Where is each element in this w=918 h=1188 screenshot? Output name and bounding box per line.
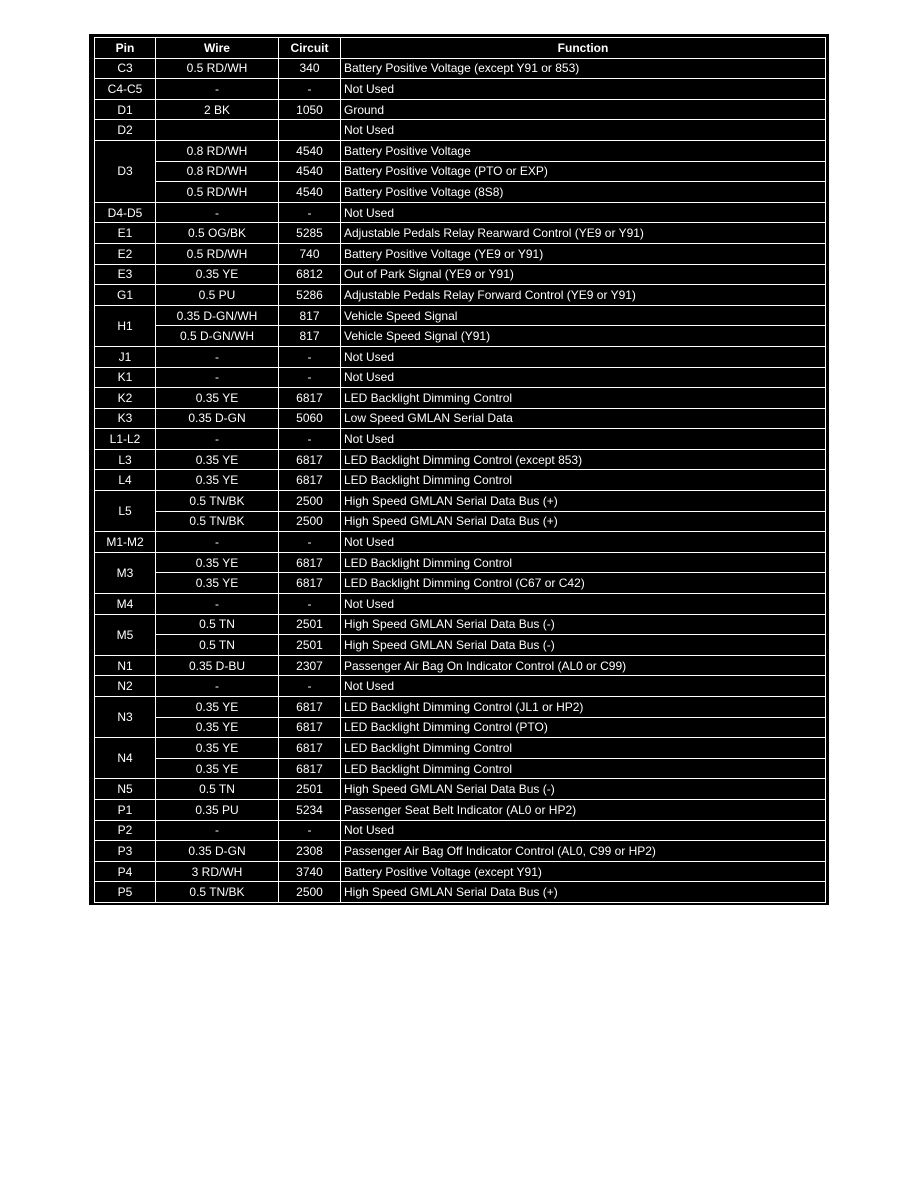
wire-cell — [156, 120, 279, 141]
table-row — [95, 779, 826, 800]
wire-cell: - — [156, 202, 279, 223]
wire-cell: 0.35 YE — [156, 697, 279, 718]
function-cell: High Speed GMLAN Serial Data Bus (+) — [341, 511, 826, 532]
function-cell: Not Used — [341, 367, 826, 388]
table-row — [95, 758, 826, 779]
table-row — [95, 367, 826, 388]
pin-cell: M4 — [95, 594, 156, 615]
wire-cell: 0.8 RD/WH — [156, 161, 279, 182]
table-row — [95, 58, 826, 79]
pin-cell: L5 — [95, 491, 156, 532]
wire-cell: 0.35 D-GN — [156, 841, 279, 862]
wire-cell: 0.5 TN/BK — [156, 882, 279, 903]
function-cell: Not Used — [341, 594, 826, 615]
table-row — [95, 388, 826, 409]
table-row — [95, 676, 826, 697]
function-cell: Battery Positive Voltage — [341, 140, 826, 161]
circuit-cell: 817 — [279, 305, 341, 326]
table-row — [95, 717, 826, 738]
table-row — [95, 223, 826, 244]
table-row — [95, 532, 826, 553]
function-cell: LED Backlight Dimming Control (PTO) — [341, 717, 826, 738]
table-row — [95, 573, 826, 594]
circuit-cell: 1050 — [279, 99, 341, 120]
function-cell: LED Backlight Dimming Control (C67 or C42) — [341, 573, 826, 594]
function-cell: Battery Positive Voltage (YE9 or Y91) — [341, 243, 826, 264]
pin-cell: E1 — [95, 223, 156, 244]
table-row — [95, 99, 826, 120]
wire-cell: 0.35 PU — [156, 799, 279, 820]
circuit-cell: 6817 — [279, 717, 341, 738]
table-row — [95, 120, 826, 141]
table-row — [95, 243, 826, 264]
circuit-cell: 740 — [279, 243, 341, 264]
column-header-circuit: Circuit — [279, 38, 341, 59]
wire-cell: - — [156, 79, 279, 100]
circuit-cell: 3740 — [279, 861, 341, 882]
pin-cell: L4 — [95, 470, 156, 491]
table-header-row — [95, 38, 826, 59]
pin-cell: J1 — [95, 346, 156, 367]
table-row — [95, 408, 826, 429]
pin-cell: M5 — [95, 614, 156, 655]
circuit-cell: 5285 — [279, 223, 341, 244]
function-cell: Not Used — [341, 429, 826, 450]
table-row — [95, 799, 826, 820]
circuit-cell: 2307 — [279, 655, 341, 676]
pin-cell: P5 — [95, 882, 156, 903]
function-cell: LED Backlight Dimming Control — [341, 388, 826, 409]
wire-cell: 0.35 YE — [156, 573, 279, 594]
circuit-cell: 2501 — [279, 614, 341, 635]
circuit-cell: 5060 — [279, 408, 341, 429]
circuit-cell: 2500 — [279, 511, 341, 532]
pin-cell: L3 — [95, 449, 156, 470]
wire-cell: 0.8 RD/WH — [156, 140, 279, 161]
function-cell: High Speed GMLAN Serial Data Bus (-) — [341, 635, 826, 656]
column-header-pin: Pin — [95, 38, 156, 59]
function-cell: LED Backlight Dimming Control — [341, 552, 826, 573]
table-row — [95, 511, 826, 532]
wire-cell: 0.5 PU — [156, 285, 279, 306]
pin-cell: C3 — [95, 58, 156, 79]
pin-cell: P4 — [95, 861, 156, 882]
circuit-cell: 5286 — [279, 285, 341, 306]
pin-cell: E3 — [95, 264, 156, 285]
table-row — [95, 470, 826, 491]
function-cell: Not Used — [341, 676, 826, 697]
function-cell: Battery Positive Voltage (PTO or EXP) — [341, 161, 826, 182]
circuit-cell: - — [279, 429, 341, 450]
wire-cell: 0.5 TN — [156, 779, 279, 800]
function-cell: Vehicle Speed Signal — [341, 305, 826, 326]
function-cell: Low Speed GMLAN Serial Data — [341, 408, 826, 429]
pin-cell: D2 — [95, 120, 156, 141]
wire-cell: 0.35 YE — [156, 449, 279, 470]
circuit-cell: 6817 — [279, 552, 341, 573]
wire-cell: 0.5 TN — [156, 614, 279, 635]
wire-cell: 2 BK — [156, 99, 279, 120]
function-cell: Adjustable Pedals Relay Forward Control (YE9 or Y91) — [341, 285, 826, 306]
table-body — [95, 58, 826, 902]
wire-cell: - — [156, 820, 279, 841]
function-cell: Battery Positive Voltage (8S8) — [341, 182, 826, 203]
wire-cell: 0.35 D-GN/WH — [156, 305, 279, 326]
circuit-cell: 6817 — [279, 573, 341, 594]
function-cell: Not Used — [341, 346, 826, 367]
function-cell: Out of Park Signal (YE9 or Y91) — [341, 264, 826, 285]
circuit-cell: 817 — [279, 326, 341, 347]
circuit-cell: - — [279, 594, 341, 615]
function-cell: LED Backlight Dimming Control — [341, 758, 826, 779]
function-cell: Battery Positive Voltage (except Y91 or 853) — [341, 58, 826, 79]
table-row — [95, 738, 826, 759]
wire-cell: 0.5 TN/BK — [156, 511, 279, 532]
pin-cell: K3 — [95, 408, 156, 429]
function-cell: Ground — [341, 99, 826, 120]
wire-cell: - — [156, 532, 279, 553]
function-cell: Not Used — [341, 120, 826, 141]
wire-cell: 0.35 YE — [156, 264, 279, 285]
table-row — [95, 697, 826, 718]
table-row — [95, 140, 826, 161]
wire-cell: 0.5 RD/WH — [156, 182, 279, 203]
circuit-cell: 2500 — [279, 882, 341, 903]
circuit-cell: 4540 — [279, 161, 341, 182]
pin-cell: C4-C5 — [95, 79, 156, 100]
table-row — [95, 429, 826, 450]
wire-cell: 0.35 YE — [156, 552, 279, 573]
wire-cell: - — [156, 594, 279, 615]
connector-pinout-table — [94, 37, 826, 903]
table-row — [95, 882, 826, 903]
pin-cell: N2 — [95, 676, 156, 697]
table-row — [95, 655, 826, 676]
function-cell: Vehicle Speed Signal (Y91) — [341, 326, 826, 347]
pin-cell: M1-M2 — [95, 532, 156, 553]
pin-cell: H1 — [95, 305, 156, 346]
pin-cell: D4-D5 — [95, 202, 156, 223]
wire-cell: 0.35 YE — [156, 717, 279, 738]
pin-cell: D1 — [95, 99, 156, 120]
circuit-cell: - — [279, 79, 341, 100]
connector-pinout-table-frame — [89, 34, 829, 905]
function-cell: LED Backlight Dimming Control (except 853) — [341, 449, 826, 470]
table-row — [95, 594, 826, 615]
table-row — [95, 449, 826, 470]
table-row — [95, 161, 826, 182]
circuit-cell: 2501 — [279, 779, 341, 800]
function-cell: LED Backlight Dimming Control — [341, 470, 826, 491]
table-row — [95, 820, 826, 841]
circuit-cell: 340 — [279, 58, 341, 79]
circuit-cell: 5234 — [279, 799, 341, 820]
circuit-cell: 6817 — [279, 449, 341, 470]
function-cell: High Speed GMLAN Serial Data Bus (-) — [341, 614, 826, 635]
wire-cell: 0.35 D-BU — [156, 655, 279, 676]
pin-cell: M3 — [95, 552, 156, 593]
wire-cell: - — [156, 346, 279, 367]
circuit-cell: - — [279, 532, 341, 553]
circuit-cell: 6817 — [279, 697, 341, 718]
wire-cell: - — [156, 367, 279, 388]
pin-cell: L1-L2 — [95, 429, 156, 450]
circuit-cell: - — [279, 202, 341, 223]
table-row — [95, 614, 826, 635]
table-row — [95, 202, 826, 223]
function-cell: Not Used — [341, 79, 826, 100]
function-cell: LED Backlight Dimming Control — [341, 738, 826, 759]
table-row — [95, 79, 826, 100]
table-row — [95, 841, 826, 862]
circuit-cell: 6817 — [279, 388, 341, 409]
wire-cell: 0.5 TN — [156, 635, 279, 656]
function-cell: Battery Positive Voltage (except Y91) — [341, 861, 826, 882]
wire-cell: 0.5 RD/WH — [156, 243, 279, 264]
circuit-cell: - — [279, 676, 341, 697]
circuit-cell: 2501 — [279, 635, 341, 656]
circuit-cell: 4540 — [279, 182, 341, 203]
table-row — [95, 264, 826, 285]
table-row — [95, 182, 826, 203]
function-cell: High Speed GMLAN Serial Data Bus (-) — [341, 779, 826, 800]
pin-cell: K1 — [95, 367, 156, 388]
circuit-cell: - — [279, 367, 341, 388]
table-row — [95, 491, 826, 512]
pin-cell: D3 — [95, 140, 156, 202]
function-cell: Passenger Seat Belt Indicator (AL0 or HP2) — [341, 799, 826, 820]
table-row — [95, 326, 826, 347]
pin-cell: G1 — [95, 285, 156, 306]
circuit-cell: 4540 — [279, 140, 341, 161]
wire-cell: 0.5 TN/BK — [156, 491, 279, 512]
table-row — [95, 305, 826, 326]
function-cell: Passenger Air Bag On Indicator Control (AL0 or C99) — [341, 655, 826, 676]
circuit-cell: 6817 — [279, 470, 341, 491]
function-cell: LED Backlight Dimming Control (JL1 or HP2) — [341, 697, 826, 718]
circuit-cell: - — [279, 820, 341, 841]
wire-cell: 0.35 YE — [156, 470, 279, 491]
function-cell: Adjustable Pedals Relay Rearward Control (YE9 or Y91) — [341, 223, 826, 244]
table-row — [95, 285, 826, 306]
circuit-cell: 2308 — [279, 841, 341, 862]
pin-cell: P2 — [95, 820, 156, 841]
function-cell: Not Used — [341, 820, 826, 841]
circuit-cell: - — [279, 346, 341, 367]
circuit-cell — [279, 120, 341, 141]
pin-cell: N4 — [95, 738, 156, 779]
circuit-cell: 2500 — [279, 491, 341, 512]
pin-cell: N3 — [95, 697, 156, 738]
wire-cell: 0.35 YE — [156, 388, 279, 409]
pin-cell: N5 — [95, 779, 156, 800]
table-row — [95, 635, 826, 656]
pin-cell: N1 — [95, 655, 156, 676]
table-row — [95, 346, 826, 367]
function-cell: Passenger Air Bag Off Indicator Control (AL0, C99 or HP2) — [341, 841, 826, 862]
function-cell: Not Used — [341, 532, 826, 553]
function-cell: High Speed GMLAN Serial Data Bus (+) — [341, 882, 826, 903]
wire-cell: 0.35 YE — [156, 738, 279, 759]
wire-cell: 0.5 OG/BK — [156, 223, 279, 244]
function-cell: High Speed GMLAN Serial Data Bus (+) — [341, 491, 826, 512]
pin-cell: E2 — [95, 243, 156, 264]
wire-cell: 0.5 D-GN/WH — [156, 326, 279, 347]
circuit-cell: 6812 — [279, 264, 341, 285]
wire-cell: 3 RD/WH — [156, 861, 279, 882]
wire-cell: - — [156, 676, 279, 697]
wire-cell: 0.35 D-GN — [156, 408, 279, 429]
pin-cell: K2 — [95, 388, 156, 409]
pin-cell: P3 — [95, 841, 156, 862]
function-cell: Not Used — [341, 202, 826, 223]
table-row — [95, 861, 826, 882]
column-header-function: Function — [341, 38, 826, 59]
circuit-cell: 6817 — [279, 758, 341, 779]
column-header-wire: Wire — [156, 38, 279, 59]
circuit-cell: 6817 — [279, 738, 341, 759]
wire-cell: - — [156, 429, 279, 450]
wire-cell: 0.5 RD/WH — [156, 58, 279, 79]
table-row — [95, 552, 826, 573]
wire-cell: 0.35 YE — [156, 758, 279, 779]
pin-cell: P1 — [95, 799, 156, 820]
